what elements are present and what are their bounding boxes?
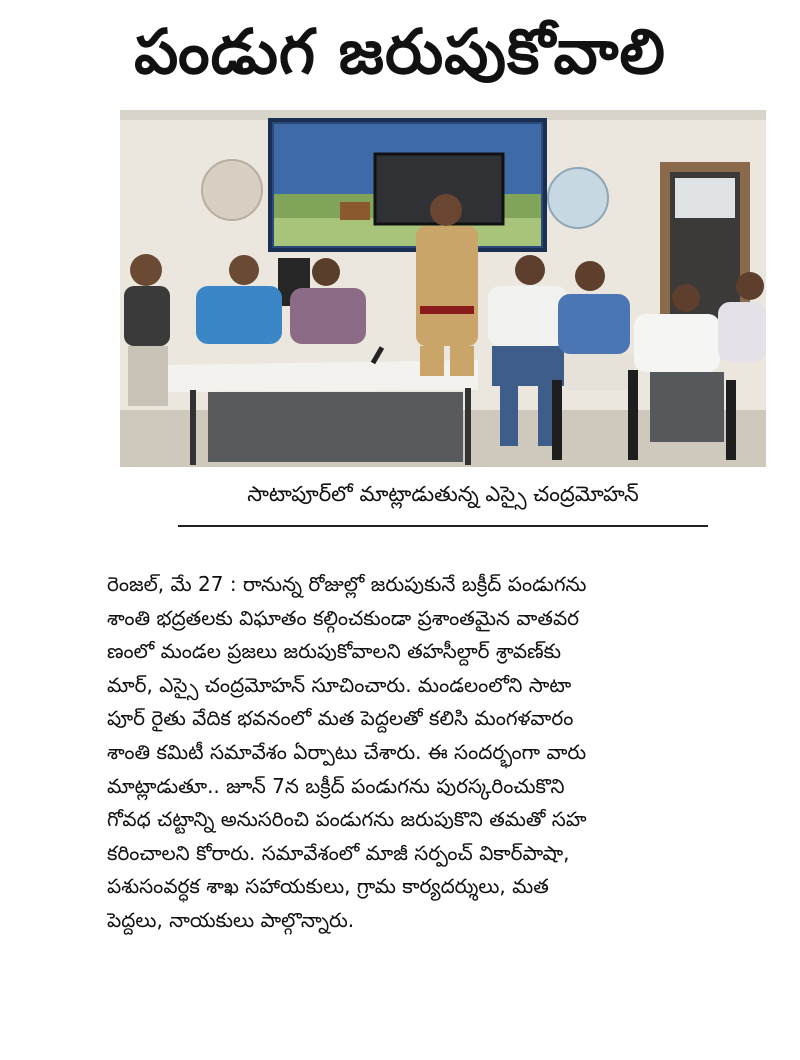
caption-divider: [178, 525, 708, 527]
body-line: మార్, ఎస్సై చంద్రమోహన్ సూచించారు. మండలంలోని సాటా: [107, 672, 572, 697]
body-line: పూర్ రైతు వేదిక భవనంలో మత పెద్దలతో కలిసి మంగళవారం: [107, 706, 574, 731]
news-photo: [120, 110, 766, 467]
photo-caption: సాటాపూర్‌లో మాట్లాడుతున్న ఎస్సై చంద్రమోహన్: [247, 482, 639, 506]
body-line: కరించాలని కోరారు. సమావేశంలో మాజీ సర్పంచ్ వికార్‌పాషా,: [107, 840, 570, 865]
article-body: [107, 568, 773, 938]
body-line: గోవధ చట్టాన్ని అనుసరించి పండుగను జరుపుకొని తమతో సహ: [107, 807, 587, 832]
body-line: ణంలో మండల ప్రజలు జరుపుకోవాలని తహసీల్దార్ శ్రావణ్‌కు: [107, 639, 562, 664]
body-line: పశుసంవర్ధక శాఖ సహాయకులు, గ్రామ కార్యదర్శులు, మత: [107, 874, 549, 899]
body-line: మాట్లాడుతూ.. జూన్ 7న బక్రీద్ పండుగను పురస్కరించుకొని: [107, 773, 565, 798]
headline: పండుగ జరుపుకోవాలి: [134, 15, 666, 88]
body-line: శాంతి కమిటీ సమావేశం ఏర్పాటు చేశారు. ఈ సందర్భంగా వారు: [107, 739, 587, 764]
body-line: శాంతి భద్రతలకు విఘాతం కల్గించకుండా ప్రశాంతమైన వాతవర: [107, 605, 580, 630]
body-line: రెంజల్, మే 27 : రానున్న రోజుల్లో జరుపుకునే బక్రీద్ పండుగను: [107, 572, 587, 596]
body-line: పెద్దలు, నాయకులు పాల్గొన్నారు.: [107, 907, 355, 932]
